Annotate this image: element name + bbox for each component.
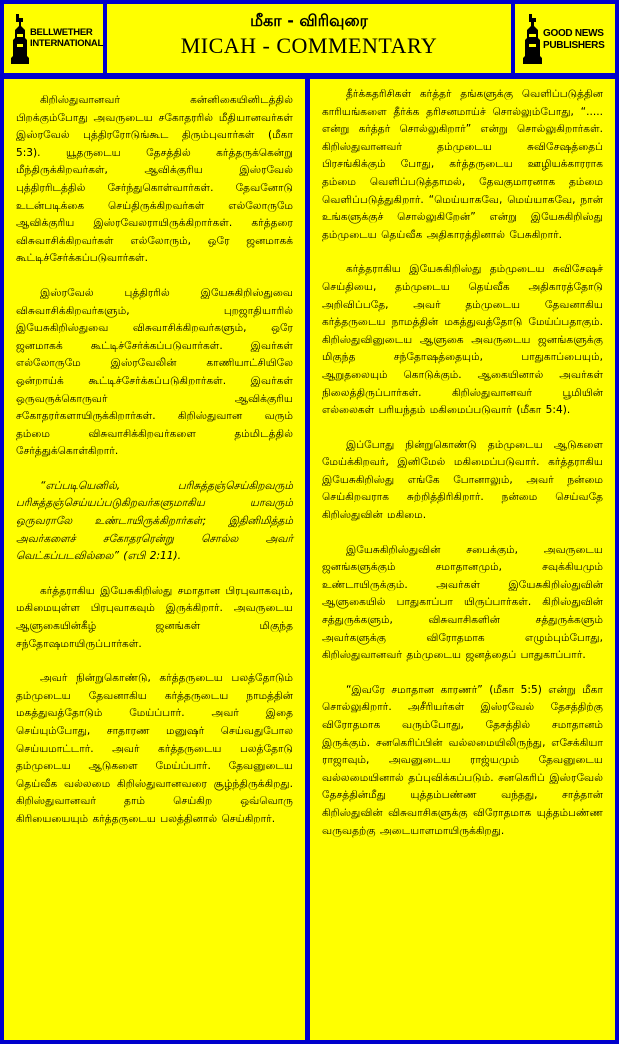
right-logo-text: GOOD NEWS PUBLISHERS	[543, 28, 605, 51]
right-column	[310, 79, 615, 1040]
right-paragraph: “இவரே சமாதான காரணர்” (மீகா 5:5) என்று மீகா சொல்லுகிறார். அசீரியர்கள் இஸ்ரவேல் தேசத்திற்கு விரோதமாக வரும்போது, தேசத்தில் சமாதானம் இருக்கும். சனகெரிப்பின் வல்லமையிலிருந்து, எசேக்கியா ராஜாவும், அவனுடைய ராஜ்யமும் தேவனுடைய வல்லமையினால் தப்புவிக்கப்படும். சனகெரிப் இஸ்ரவேல் தேசத்தின்மீது யுத்தம்பண்ண வந்தது, சாத்தான் கிறிஸ்துவின் விசுவாசிகளுக்கு விரோதமாக யுத்தம்பண்ண வருவதற்கு அடையாளமாயிருக்கிறது.	[322, 683, 603, 837]
left-paragraph: இஸ்ரவேல் புத்திரரில் இயேசுகிறிஸ்துவை விசுவாசிக்கிறவர்களும், புறஜாதியாரில் இயேசுகிறிஸ்துவை விசுவாசிக்கிறவர்களும், ஒரே ஜனமாகக் கூட்டிச்சேர்க்கப்படுவார்கள். இவர்கள் எல்லோருமே இஸ்ரவேலின் காணியாட்சியிலே ஒன்றாய்க் கூட்டிச்சேர்க்கப்படுகிறார்கள். இவர்கள் ஒருவருக்கொருவர் ஆவிக்குரிய சகோதரர்களாயிருக்கிறார்கள். கிறிஸ்துவான வரும் தம்மை விசுவாசிக்கிறவர்களை தம்மிடத்தில் சேர்த்துக்கொள்கிறார்.	[16, 286, 293, 458]
right-paragraph: தீர்க்கதரிசிகள் கர்த்தர் தங்களுக்கு வெளிப்படுத்தின காரியங்களை தீர்க்க தரிசனமாய்ச் சொல்லும்போது, “..... என்று கர்த்தர் சொல்லுகிறார்” என்று சொல்லுகிறார்கள். கிறிஸ்துவானவர் தம்முடைய சுவிசேஷத்தைப் பிரசங்கிக்கும் போது, கர்த்தருடைய ஊழியக்காரராக தம்மை வெளிப்படுத்தாமல், தேவகுமாரனாக தம்மை வெளிப்படுத்துகிறார். “மெய்யாகவே, மெய்யாகவே, நான் உங்களுக்குச் சொல்லுகிறேன்” என்று இயேசுகிறிஸ்து தம்முடைய தெய்வீக அதிகாரத்தினால் பேசுகிறார்.	[322, 88, 603, 241]
right-paragraph: இயேசுகிறிஸ்துவின் சபைக்கும், அவருடைய ஜனங்களுக்கும் சமாதானமும், சவுக்கியமும் உண்டாயிருக்கும். அவர்கள் இயேசுகிறிஸ்துவின் ஆளுகையில் பாதுகாப்பா யிருப்பார்கள். கிறிஸ்துவின் சத்துருக்களும், விசுவாசிகளின் சத்துருக்களும் அவர்களுக்கு விரோதமாக எழும்பும்போது, கிறிஸ்துவானவர் தம்முடைய ஜனத்தைப் பாதுகாப்பார்.	[322, 543, 603, 662]
left-paragraph: கிறிஸ்துவானவர் கன்னிகையினிடத்தில் பிறக்கும்போது அவருடைய சகோதரரில் மீதியானவர்கள் இஸ்ரவேல் புத்திரரோடுங்கூட திரும்புவார்கள் (மீகா 5:3). யூதருடைய தேசத்தில் கர்த்தருக்கென்று மீந்திருக்கிறவர்கள், ஆவிக்குரிய இஸ்ரவேல் புத்திரரிடத்தில் சேர்ந்துகொள்வார்கள். தேவனோடு உடன்படிக்கை செய்திருக்கிறவர்கள் எல்லோருமே ஆவிக்குரிய இஸ்ரவேலராயிருக்கிறார்கள். கர்த்தரை விசுவாசிக்கிறவர்கள் எல்லோரும், ஒரே ஜனமாகக் கூட்டிச்சேர்க்கப்படுவார்கள்.	[16, 94, 293, 265]
bellwether-logo-icon	[10, 12, 30, 66]
header-title-panel	[107, 4, 511, 73]
bellwether-logo	[10, 12, 103, 66]
page-title-tamil: மீகா - விரிவுரை	[250, 11, 368, 30]
header-left-panel	[4, 4, 103, 73]
right-paragraph: கர்த்தராகிய இயேசுகிறிஸ்து தம்முடைய சுவிசேஷச் செய்தியை, தம்முடைய தெய்வீக அதிகாரத்தோடு அறிவிப்பதே, அவர் தம்முடைய தேவனாகிய கர்த்தருடைய நாமத்தின் மகத்துவத்தோடு மேய்ப்பதாகும். கிறிஸ்துவினுடைய ஆளுகை அவருடைய ஜனங்களுக்கு மிகுந்த சந்தோஷத்தையும், பாதுகாப்பையும், ஆறுதலையும் கொடுக்கும். ஆகையினால் அவர்கள் நிலைத்திருப்பார்கள். கிறிஸ்துவானவர் பூமியின் எல்லைகள் பரியந்தம் மகிமைப்படுவார் (மீகா 5:4).	[322, 263, 603, 417]
good-news-logo	[521, 12, 609, 66]
good-news-logo-icon	[521, 12, 543, 66]
left-paragraph: அவர் நின்றுகொண்டு, கர்த்தருடைய பலத்தோடும் தம்முடைய தேவனாகிய கர்த்தருடைய நாமத்தின் மகத்துவத்தோடும் மேய்ப்பார். அவர் இதை செய்யும்போது, சாதாரண மனுஷர் செய்வதுபோல செய்யமாட்டார். அவர் கர்த்தருடைய பலத்தோடு தம்முடைய ஆடுகளை மேய்ப்பார். தேவனுடைய தெய்வீக வல்லமை கிறிஸ்துவானவரை சூழ்ந்திருக்கிறது. கிறிஸ்துவானவர் தாம் செய்கிற ஒவ்வொரு கிரியையையும் கர்த்தருடைய பலத்தினால் செய்கிறார்.	[16, 672, 293, 825]
left-paragraph: கர்த்தராகிய இயேசுகிறிஸ்து சமாதான பிரபுவாகவும், மகிமையுள்ள பிரபுவாகவும் இருக்கிறார். அவருடைய ஆளுகையின்கீழ் ஜனங்கள் மிகுந்த சந்தோஷமாயிருப்பார்கள்.	[16, 584, 293, 650]
header-right-panel	[515, 4, 615, 73]
left-logo-text: BELLWETHER INTERNATIONAL	[30, 27, 103, 49]
page-title-english: MICAH - COMMENTARY	[180, 33, 438, 58]
right-paragraph: இப்போது நின்றுகொண்டு தம்முடைய ஆடுகளை மேய்க்கிறவர், இனிமேல் மகிமைப்படுவார். கர்த்தராகிய இயேசுகிறிஸ்து எங்கே போனாலும், அவர் நன்மை செய்கிறவராக சுற்றித்திரிகிறார். நன்மை செய்வதே கிறிஸ்துவின் மகிமை.	[322, 438, 603, 522]
left-quote-paragraph: “எப்படியெனில், பரிசுத்தஞ்செய்கிறவரும் பரிசுத்தஞ்செய்யப்படுகிறவர்களுமாகிய யாவரும் ஒருவராலே உண்டாயிருக்கிறார்கள்; இதினிமித்தம் அவர்களைச் சகோதரரென்று சொல்ல அவர் வெட்கப்படவில்லை” (எபி 2:11).	[16, 479, 293, 563]
left-column	[4, 79, 305, 1040]
